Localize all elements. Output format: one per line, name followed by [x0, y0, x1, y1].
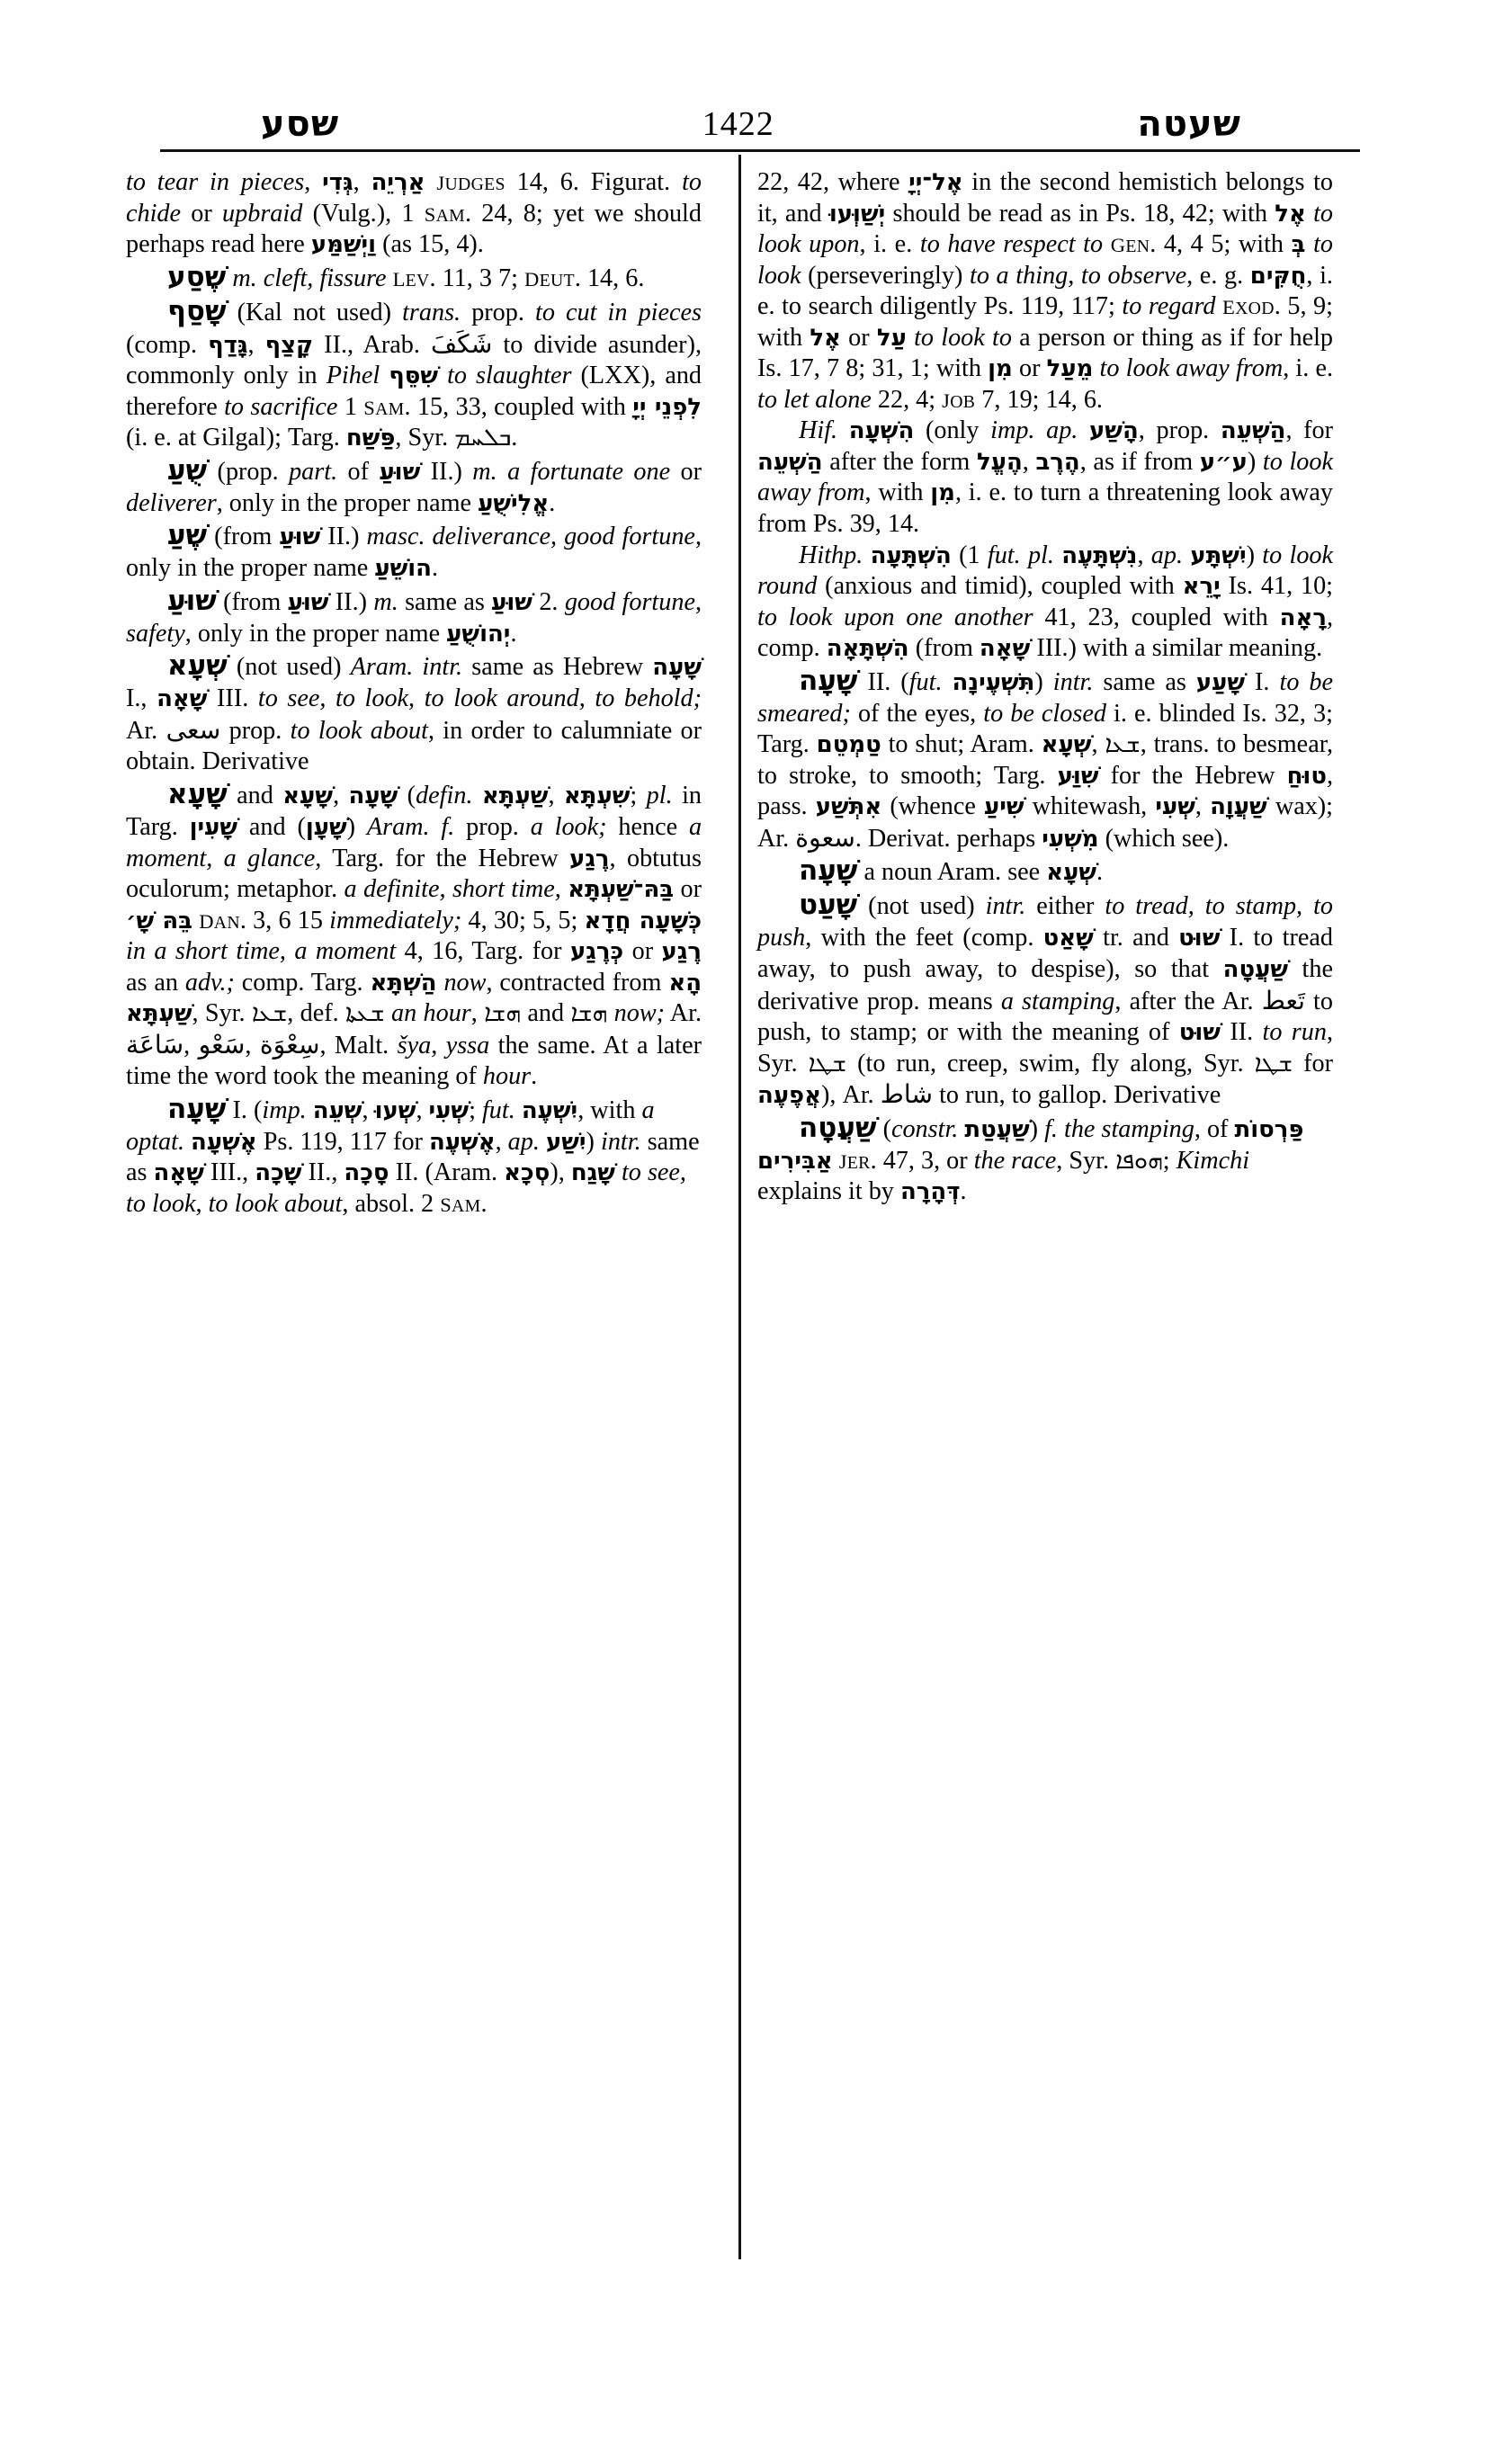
lemma-shea-aram: שְׁעָא [167, 649, 228, 683]
right-column [757, 167, 1333, 1208]
lemma-shua-participle: שֻׁעַ [167, 453, 208, 487]
entry-shasaf: שָׁסַף (Kal not used) trans. prop. to cut in pieces (comp. גָּדַף, קָצַף II., Arab. شَكَفَ to divide asunder), commonly only in Pihel שִׁסֵּף to slaughter (LXX), and therefore to sacrifice 1 SAM. 15, 33, coupled with לִפְנֵי יְיָ (i. e. at Gilgal); Targ. פַּשַּׁח, Syr. ܒܠܚܡ. [126, 294, 702, 452]
lemma-shaah-noun-aram: שָׁעָה [799, 854, 858, 888]
entry-shaah-noun-aram: שָׁעָה a noun Aram. see שְׁעָא. [799, 854, 1104, 888]
lemma-shaat: שָׁעַט [799, 889, 858, 922]
running-head-right-catchword: שעטה [1137, 103, 1241, 145]
running-head [162, 74, 1358, 144]
header-rule [160, 149, 1360, 152]
page-number: 1422 [702, 105, 774, 143]
stem-label-hif: Hif. [799, 416, 838, 445]
running-head-left-catchword: שסע [261, 103, 340, 145]
entry-shaah-II: שָׁעָה II. (fut. תִּשְׁעֶינָה) intr. same as שָׁעַע I. to be smeared; of the eyes, to be closed i. e. blinded Is. 32, 3; Targ. טַמְטֵם to shut; Aram. שְׁעָא, ܫܥܐ, trans. to besmear, to stroke, to smooth; Targ. שִׁוַּע for the Hebrew טוּחַ, pass. אִתְּשַׁע (whence שִׁיעַ whitewash, שְׁעִי, שַׁעֲוָה wax); Ar. سعوة. Derivat. perhaps מִשְׁעִי (which see). [757, 664, 1334, 853]
stem-hif: Hif. הִשְׁעָה (only imp. ap. הָשַׁע, prop. הַשְׁעֵה, for הַשְׁעֵה after the form הֶעֱל, הֶרֶב, as if from ע״ע) to look away from, with מִן, i. e. to turn a threatening look away from Ps. 39, 14. [757, 416, 1334, 539]
stem-hithp: Hithp. הִשְׁתָּעָה (1 fut. pl. נִשְׁתָּעֶה, ap. יִשְׁתָּע) to look round (anxious and timid), coupled with יָרֵא Is. 41, 10; to look upon one another 41, 23, coupled with רָאָה, comp. הִשְׁתָּאָה (from שָׁאָה III.) with a similar meaning. [757, 541, 1334, 663]
entry-sheata: שָׁעָא and שָׁעָא, שָׁעָה (defin. שַׁעְתָּא, שִׁעְתָּא; pl. in Targ. שָׁעִין and (שָׁעָן) Aram. f. prop. a look; hence a moment, a glance, Targ. for the Hebrew רֶגַע, obtutus oculorum; metaphor. a definite, short time, בַּהּ־שַׁעְתָּא or בֵּהּ שָׁ׳ DAN. 3, 6 15 immediately; 4, 30; 5, 5; כְּשָׁעָה חֲדָא in a short time, a moment 4, 16, Targ. for כְּרֶגַע or רֶגַע as an adv.; comp. Targ. הַשְׁתָּא now, contracted from הָא שַׁעְתָּא, Syr. ܫܥܐ, def. ܫܥܬܐ an hour, ܗܫܐ and ܗܫܐ now; Ar. سَاعَة, سَعْو, سِعْوَة, Malt. šya, yssa the same. At a later time the word took the meaning of hour. [126, 778, 702, 1091]
lemma-shaatah: שַׁעֲטָה [799, 1111, 877, 1144]
lemma-shesa: שֶׁסַע [167, 260, 227, 293]
column-divider-rule [738, 155, 741, 2259]
entry-shua-participle: שֻׁעַ (prop. part. of שׁוּעַ II.) m. a fortunate one or deliverer, only in the proper name אֱלִישֻׁעַ. [126, 453, 702, 517]
lemma-shua-noun1: שֶׁעַ [167, 519, 208, 552]
entry-shaah-I: שָׁעָה I. (imp. שְׁעֵה, שְׁעוּ, שְׁעִי; fut. יִשְׁעֶה, with a optat. אֶשְׁעָה Ps. 119, 117 for אֶשְׁעֶה, ap. יִשַׁע) intr. same as שָׁאָה III., שָׁכָה II., סָכָה II. (Aram. סְכָא), שָׁגַח to see, to look, to look about, absol. 2 SAM. [126, 1092, 700, 1218]
lemma-sheata: שָׁעָא [167, 778, 228, 811]
entry-shua-noun2: שׁוּעַ (from שׁוּעַ II.) m. same as שׁוּעַ 2. good fortune, safety, only in the proper name יְהוֹשֻׁעַ. [126, 584, 702, 648]
entry-shasa-continued: to tear in pieces, גְּדִי, אַרְיֵה JUDGES 14, 6. Figurat. to chide or upbraid (Vulg.), 1 SAM. 24, 8; yet we should perhaps read here וַיְשַׁמַּע (as 15, 4). [126, 168, 702, 259]
lemma-shua-noun2: שׁוּעַ [167, 584, 217, 617]
lemma-shasaf: שָׁסַף [167, 294, 227, 327]
entry-shaah-I-continued: 22, 42, where אֶל־יְיָ in the second hemistich belongs to it, and יְשַׁוְּעוּ should be read as in Ps. 18, 42; with אֶל to look upon, i. e. to have respect to GEN. 4, 4 5; with בְּ to look (perseveringly) to a thing, to observe, e. g. חֻקִּים, i. e. to search diligently Ps. 119, 117; to regard EXOD. 5, 9; with אֶל or עַל to look to a person or thing as if for help Is. 17, 7 8; 31, 1; with מִן or מֵעַל to look away from, i. e. to let alone 22, 4; JOB 7, 19; 14, 6. [757, 168, 1334, 414]
entry-shaat: שָׁעַט (not used) intr. either to tread, to stamp, to push, with the feet (comp. שָׁאַט tr. and שׁוּט I. to tread away, to push away, to despise), so that שַׁעֲטָה the derivative prop. means a stamping, after the Ar. تَعط to push, to stamp; or with the meaning of שׁוּט II. to run, Syr. ܫܛܐ (to run, creep, swim, fly along, Syr. ܫܛܐ for אֲפֶעֶה), Ar. شاط to run, to gallop. Derivative [757, 889, 1333, 1110]
entry-shea-aram: שְׁעָא (not used) Aram. intr. same as Hebrew שָׁעָה I., שָׁאָה III. to see, to look, to look around, to behold; Ar. سعى prop. to look about, in order to calumniate or obtain. Derivative [126, 649, 702, 776]
entry-shesa: שֶׁסַע m. cleft, fissure LEV. 11, 3 7; DEUT. 14, 6. [167, 260, 645, 293]
entry-shaatah: שַׁעֲטָה (constr. שַׁעֲטַת) f. the stamping, of פַּרְסוֹת אַבִּירִים JER. 47, 3, or the race, Syr. ܗܘܦܐ; Kimchi explains it by דְּהָרָה. [757, 1111, 1304, 1206]
lemma-shaah-II: שָׁעָה [799, 664, 858, 697]
stem-label-hithp: Hithp. [799, 541, 863, 569]
left-column [126, 167, 702, 1221]
entry-shua-noun1: שֶׁעַ (from שׁוּעַ II.) masc. deliverance, good fortune, only in the proper name הוֹשֵׁעַ. [126, 519, 702, 583]
lemma-shaah-I: שָׁעָה [167, 1092, 227, 1125]
text-columns [126, 167, 1385, 2263]
